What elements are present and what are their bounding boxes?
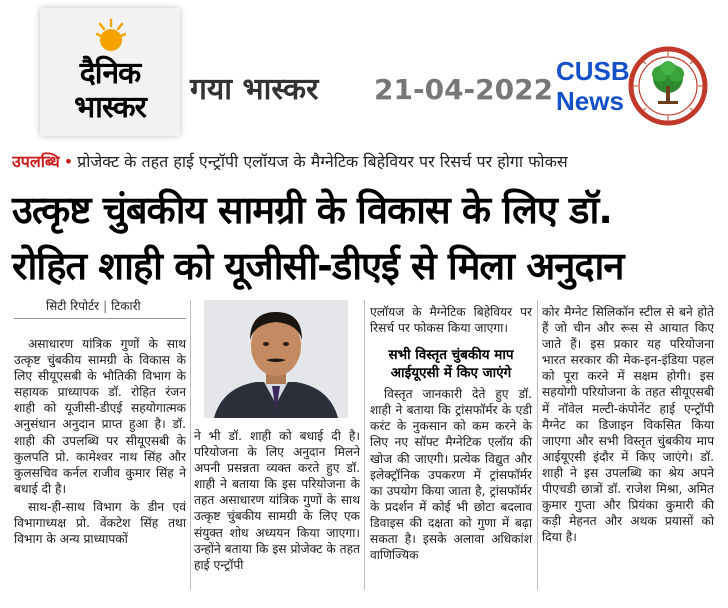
- kicker-bullet: •: [63, 152, 74, 171]
- brand-line-cusb: CUSB: [556, 56, 630, 86]
- cusb-news-brand: [556, 56, 628, 116]
- byline-place: टिकारी: [111, 299, 141, 313]
- article-subheading: सभी विस्तृत चुंबकीय माप आईयूएसी में किए जाएंगे: [388, 347, 514, 382]
- byline-separator: |: [103, 299, 108, 313]
- article-paragraph: ने भी डॉ. शाही को बधाई दी है। परियोजना के लिए अनुदान मिलने अपनी प्रसन्नता व्यक्त करते हुए डॉ. शाही ने बताया कि इस परियोजना के तहत असाधारण यांत्रिक गुणों के साथ उत्कृष्ट चुंबकीय सामग्री के लिए एक संयुक्त शोध अध्ययन किया जाएगा। उन्होंने बताया कि इस प्रोजेक्ट के तहत हाई एन्ट्रॉपी: [194, 429, 360, 572]
- edition-date: 21-04-2022: [374, 73, 554, 106]
- headline: [12, 182, 720, 294]
- article-paragraph: साथ-ही-साथ विभाग के डीन एवं विभागाध्यक्ष प्रो. वेंकटेश सिंह तथा विभाग के अन्य प्राध्यापकों: [14, 499, 186, 547]
- edition-name: गया भास्कर: [190, 72, 319, 107]
- masthead: [0, 0, 728, 142]
- dainik-bhaskar-logo: [40, 8, 180, 136]
- brand-line-news: News: [556, 86, 624, 116]
- column-divider: [364, 300, 365, 590]
- logo-text-dainik: दैनिक: [79, 56, 141, 91]
- headline-line-1: उत्कृष्ट चुंबकीय सामग्री के विकास के लिए डॉ.: [12, 188, 612, 232]
- headline-line-2: रोहित शाही को यूजीसी-डीएई से मिला अनुदान: [12, 244, 624, 288]
- article-column-4: [542, 304, 714, 545]
- article-column-3: [370, 304, 532, 563]
- university-seal-icon: [628, 46, 708, 126]
- article-paragraph: विस्तृत जानकारी देते हुए डॉ. शाही ने बताया कि ट्रांसफॉर्मर के एडी करंट के नुकसान को कम करने के लिए नए सॉफ्ट मैग्नेटिक एलॉय की खोज की जाएगी। प्रत्येक विद्युत और इलेक्ट्रॉनिक उपकरण में ट्रांसफॉर्मर का उपयोग किया जाता है, ट्रांसफॉर्मर के प्रदर्शन में कोई भी छोटा बदलाव डिवाइस की दक्षता को गुणा में बढ़ा सकता है। इसके अलावा अधिकांश वाणिज्यिक: [370, 387, 532, 563]
- article-column-2: [194, 428, 360, 573]
- kicker-line: [12, 150, 722, 174]
- kicker-label: उपलब्धि: [12, 152, 60, 171]
- article-paragraph: कोर मैग्नेट सिलिकॉन स्टील से बने होते हैं जो चीन और रूस से आयात किए जाते हैं। इस प्रकार यह परियोजना भारत सरकार की मेक-इन-इंडिया पहल को पूरा करने में सक्षम होगी। इस सहयोगी परियोजना के तहत सीयूएसबी में नॉवेल मल्टी-कंपोनेंट हाई एन्ट्रॉपी मैग्नेट का डिजाइन विकसित किया जाएगा और सभी विस्तृत चुंबकीय माप आईयूएसी इंदौर में किए जाएंगे। डॉ. शाही ने इस उपलब्धि का श्रेय अपने पीएचडी छात्रों डॉ. राजेश मिश्रा, अमित कुमार गुप्ता और प्रियंका कुमारी की कड़ी मेहनत और अथक प्रयासों को दिया है।: [542, 305, 714, 545]
- author-photo: [204, 300, 348, 418]
- sun-logo-icon: [96, 18, 126, 54]
- kicker-text: प्रोजेक्ट के तहत हाई एन्ट्रॉपी एलॉयज के मैग्नेटिक बिहेवियर पर रिसर्च पर होगा फोकस: [77, 152, 568, 171]
- byline-divider: [14, 318, 186, 319]
- article-paragraph: एलॉयज के मैग्नेटिक बिहेवियर पर रिसर्च पर फोकस किया जाएगा।: [370, 305, 532, 336]
- logo-text-bhaskar: भास्कर: [74, 90, 146, 125]
- column-divider: [537, 300, 538, 590]
- person-portrait-icon: [204, 300, 348, 418]
- article-column-1: [14, 336, 186, 547]
- byline: [46, 298, 141, 314]
- byline-reporter: सिटी रिपोर्टर: [46, 299, 100, 313]
- article-paragraph: असाधारण यांत्रिक गुणों के साथ उत्कृष्ट चुंबकीय सामग्री के विकास के लिए सीयूएसबी के भौतिकी विभाग के सहायक प्राध्यापक डॉ. रोहित रंजन शाही को यूजीसी-डीएई सहयोगात्मक अनुसंधान अनुदान प्राप्त हुआ है। डॉ. शाही की उपलब्धि पर सीयूएसबी के कुलपति प्रो. कामेश्वर नाथ सिंह और कुलसचिव कर्नल राजीव कुमार सिंह ने बधाई दी है।: [14, 337, 186, 496]
- column-divider: [190, 300, 191, 590]
